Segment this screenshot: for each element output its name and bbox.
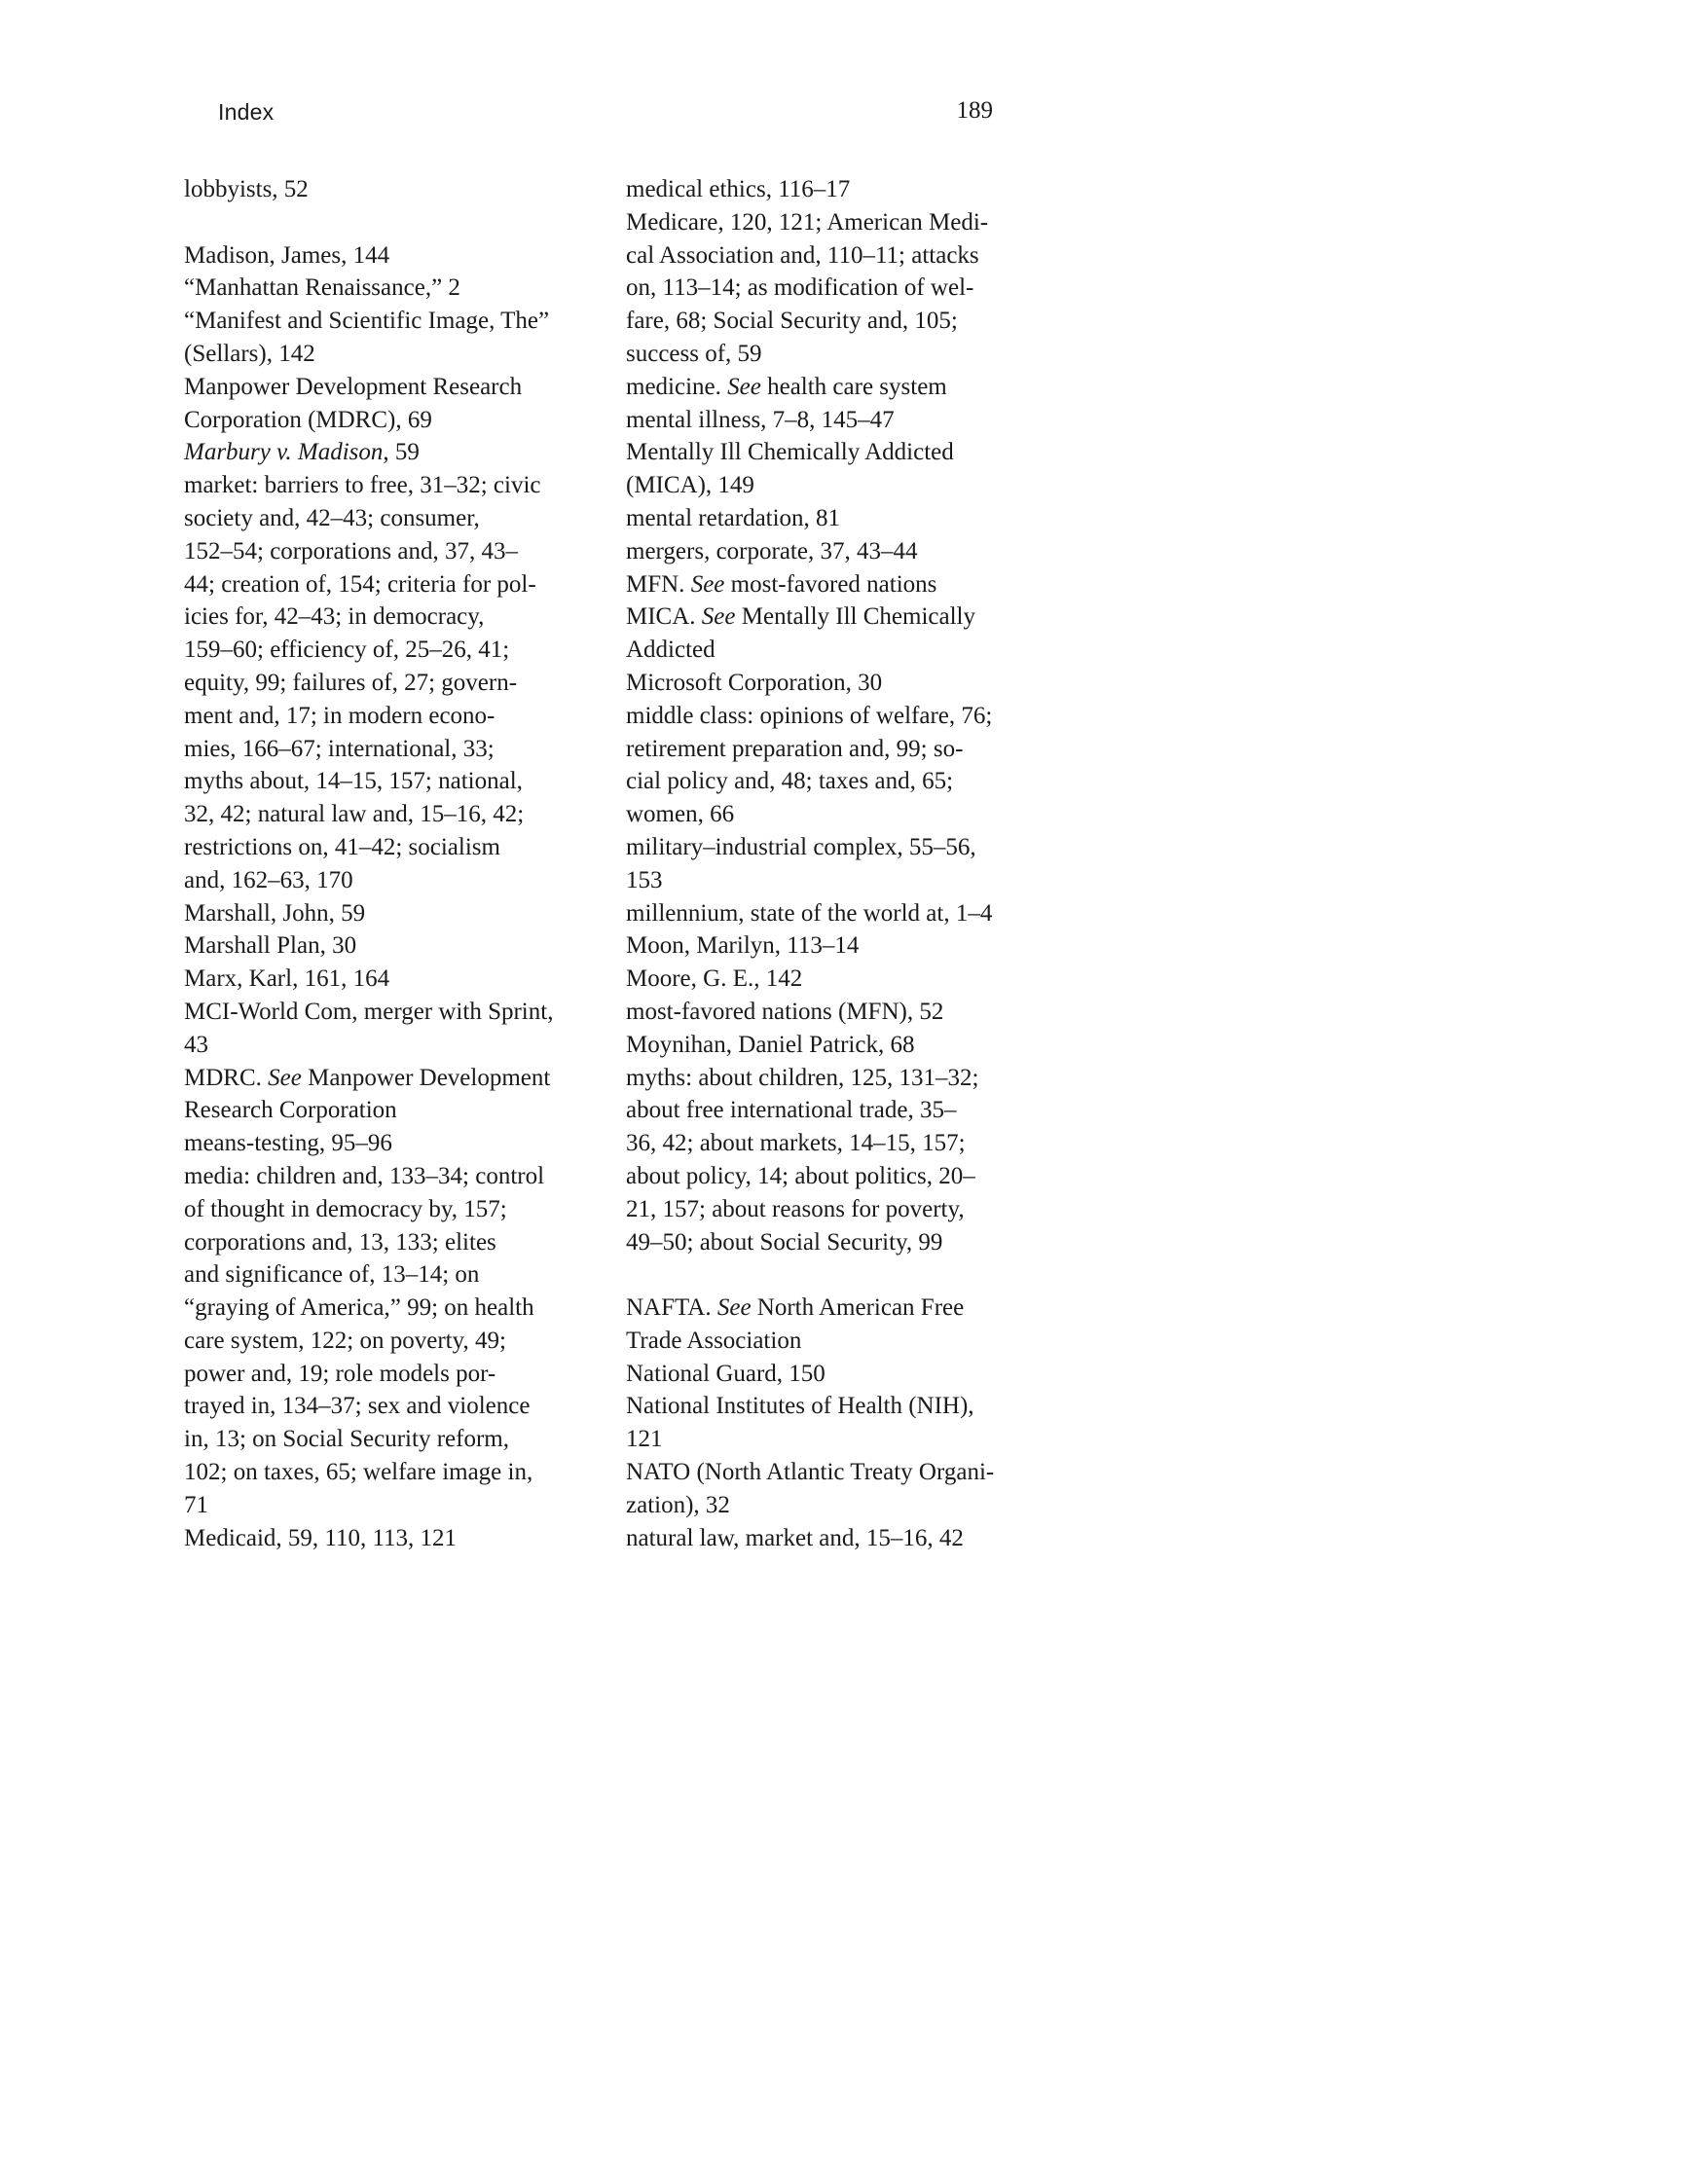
letter-group-gap [626,1258,1045,1292]
entry-line: about policy, 14; about politics, 20– [626,1162,975,1189]
see-reference: See [716,1294,752,1322]
entry-line: cial policy and, 48; taxes and, 65; [626,768,954,795]
entry-line: 49–50; about Social Security, 99 [626,1228,943,1256]
entry-line: in, 13; on Social Security reform, [184,1426,509,1453]
see-reference: See [268,1064,302,1091]
entry-line: “Manifest and Scientific Image, The” [184,308,550,335]
index-entry-mdrc [184,1062,603,1128]
entry-line: retirement preparation and, 99; so- [626,735,964,762]
index-entry-manifest [184,305,603,371]
index-entry-military-industrial [626,831,1045,897]
entry-text: lobbyists, 52 [184,176,309,202]
entry-text: mental illness, 7–8, 145–47 [626,406,895,433]
entry-line: 159–60; efficiency of, 25–26, 41; [184,637,510,664]
entry-line: 43 [184,1031,208,1058]
entry-line: military–industrial complex, 55–56, [626,833,976,860]
entry-text: North American Free [751,1294,965,1322]
index-entry-mentally-ill [626,436,1045,502]
index-entry-market [184,469,603,896]
entry-line: 44; creation of, 154; criteria for pol- [184,570,536,598]
index-entry-media [184,1160,603,1522]
entry-line: of thought in democracy by, 157; [184,1195,507,1222]
running-head: Index [218,99,275,125]
entry-line: 102; on taxes, 65; welfare image in, [184,1459,533,1486]
entry-line: myths: about children, 125, 131–32; [626,1064,979,1091]
entry-text: Manpower Development [301,1064,551,1091]
index-entry-mfn [626,568,1045,601]
entry-text: Madison, James, 144 [184,241,390,269]
index-entry-mica [626,601,1045,667]
entry-text: mental retardation, 81 [626,504,841,531]
entry-line: Mentally Ill Chemically Addicted [626,439,954,466]
index-entry-most-favored [626,996,1045,1029]
entry-line [626,601,1045,634]
entry-line: myths about, 14–15, 157; national, [184,768,523,795]
see-reference: See [690,570,725,598]
entry-line: corporations and, 13, 133; elites [184,1228,496,1256]
index-entry-moon [626,929,1045,963]
index-entry-marbury [184,436,603,469]
index-entry-medicaid [184,1522,603,1555]
entry-line: 36, 42; about markets, 14–15, 157; [626,1130,966,1157]
entry-line: power and, 19; role models por- [184,1360,496,1387]
index-column-right [626,173,1045,1554]
entry-text: , 59 [383,439,420,466]
index-column-left [184,173,603,1554]
index-entry-madison [184,239,603,273]
entry-line: National Institutes of Health (NIH), [626,1393,974,1420]
see-reference: See [727,373,761,400]
entry-text: natural law, market and, 15–16, 42 [626,1524,964,1551]
entry-text: medicine. [626,373,728,400]
entry-italic-title: Marbury v. Madison [184,439,384,466]
index-entry-myths [626,1062,1045,1259]
entry-line: Medicare, 120, 121; American Medi- [626,208,989,236]
entry-text: MICA. [626,603,702,631]
entry-line: and significance of, 13–14; on [184,1261,480,1289]
entry-line: trayed in, 134–37; sex and violence [184,1393,531,1420]
entry-text: MDRC. [184,1064,269,1091]
index-entry-means-testing [184,1127,603,1160]
entry-text: Microsoft Corporation, 30 [626,669,883,696]
index-entry-marshall-plan [184,929,603,963]
entry-line: care system, 122; on poverty, 49; [184,1327,506,1354]
entry-text: most-favored nations [724,570,937,598]
index-entry-mergers [626,535,1045,568]
entry-text: Moynihan, Daniel Patrick, 68 [626,1031,915,1058]
index-entry-mental-retardation [626,502,1045,535]
index-entry-mci [184,996,603,1062]
index-entry-millennium [626,897,1045,930]
entry-line: Manpower Development Research [184,373,523,400]
entry-line: middle class: opinions of welfare, 76; [626,702,993,729]
index-entry-lobbyists [184,173,603,206]
index-entry-natural-law [626,1522,1045,1555]
entry-line: equity, 99; failures of, 27; govern- [184,669,518,696]
entry-line: cal Association and, 110–11; attacks [626,241,979,269]
entry-text: Marshall, John, 59 [184,899,366,927]
entry-text: medical ethics, 116–17 [626,176,851,202]
letter-group-gap [184,206,603,239]
entry-line: market: barriers to free, 31–32; civic [184,472,541,499]
entry-line: on, 113–14; as modification of wel- [626,274,974,302]
page-number: 189 [956,97,993,124]
index-entry-nih [626,1390,1045,1456]
index-entry-nato [626,1456,1045,1522]
entry-line: “graying of America,” 99; on health [184,1294,534,1322]
entry-line: (MICA), 149 [626,472,754,499]
entry-text: Marx, Karl, 161, 164 [184,965,390,993]
page-header [0,0,1688,156]
see-reference: See [701,603,736,631]
entry-line: mies, 166–67; international, 33; [184,735,495,762]
index-entry-mental-illness [626,404,1045,437]
entry-line: 153 [626,866,663,893]
entry-line: Addicted [626,637,716,664]
entry-line [184,1062,603,1095]
entry-line: women, 66 [626,801,735,828]
index-entry-manhattan [184,272,603,305]
entry-line: media: children and, 133–34; control [184,1162,545,1189]
index-entry-nafta [626,1292,1045,1358]
index-entry-manpower [184,371,603,437]
index-entry-middle-class [626,700,1045,831]
entry-text: health care system [760,373,947,400]
entry-line: Research Corporation [184,1097,397,1124]
index-entry-national-guard [626,1358,1045,1391]
entry-line [626,1292,1045,1325]
index-entry-microsoft [626,667,1045,700]
entry-line: and, 162–63, 170 [184,866,353,893]
index-entry-moore [626,963,1045,996]
entry-text: most-favored nations (MFN), 52 [626,998,944,1025]
entry-text: NAFTA. [626,1294,717,1322]
index-entry-medical-ethics [626,173,1045,206]
entry-line: 71 [184,1491,208,1518]
entry-line: 21, 157; about reasons for poverty, [626,1195,965,1222]
entry-line: society and, 42–43; consumer, [184,504,480,531]
entry-text: means-testing, 95–96 [184,1130,392,1157]
entry-line: success of, 59 [626,340,762,367]
index-entry-medicare [626,206,1045,371]
entry-line: 121 [626,1426,663,1453]
entry-line: ment and, 17; in modern econo- [184,702,495,729]
entry-line: zation), 32 [626,1491,730,1518]
entry-line: about free international trade, 35– [626,1097,957,1124]
entry-line: MCI-World Com, merger with Sprint, [184,998,554,1025]
index-entry-medicine [626,371,1045,404]
index-entry-marx [184,963,603,996]
entry-line: NATO (North Atlantic Treaty Organi- [626,1459,995,1486]
entry-line: Corporation (MDRC), 69 [184,406,432,433]
index-entry-marshall-john [184,897,603,930]
entry-text: National Guard, 150 [626,1360,826,1387]
entry-line: 152–54; corporations and, 37, 43– [184,537,519,564]
entry-text: Moore, G. E., 142 [626,965,803,993]
entry-text: “Manhattan Renaissance,” 2 [184,274,460,302]
entry-text: millennium, state of the world at, 1–4 [626,899,993,927]
entry-line: 32, 42; natural law and, 15–16, 42; [184,801,525,828]
entry-text: Marshall Plan, 30 [184,932,357,960]
entry-line: Trade Association [626,1327,802,1354]
entry-line: fare, 68; Social Security and, 105; [626,308,958,335]
entry-line: icies for, 42–43; in democracy, [184,603,485,631]
entry-text: Mentally Ill Chemically [735,603,975,631]
entry-text: MFN. [626,570,691,598]
entry-text: Medicaid, 59, 110, 113, 121 [184,1524,458,1551]
entry-text: Moon, Marilyn, 113–14 [626,932,860,960]
entry-text: mergers, corporate, 37, 43–44 [626,537,918,564]
entry-line: (Sellars), 142 [184,340,315,367]
entry-line: restrictions on, 41–42; socialism [184,833,500,860]
index-entry-moynihan [626,1029,1045,1062]
